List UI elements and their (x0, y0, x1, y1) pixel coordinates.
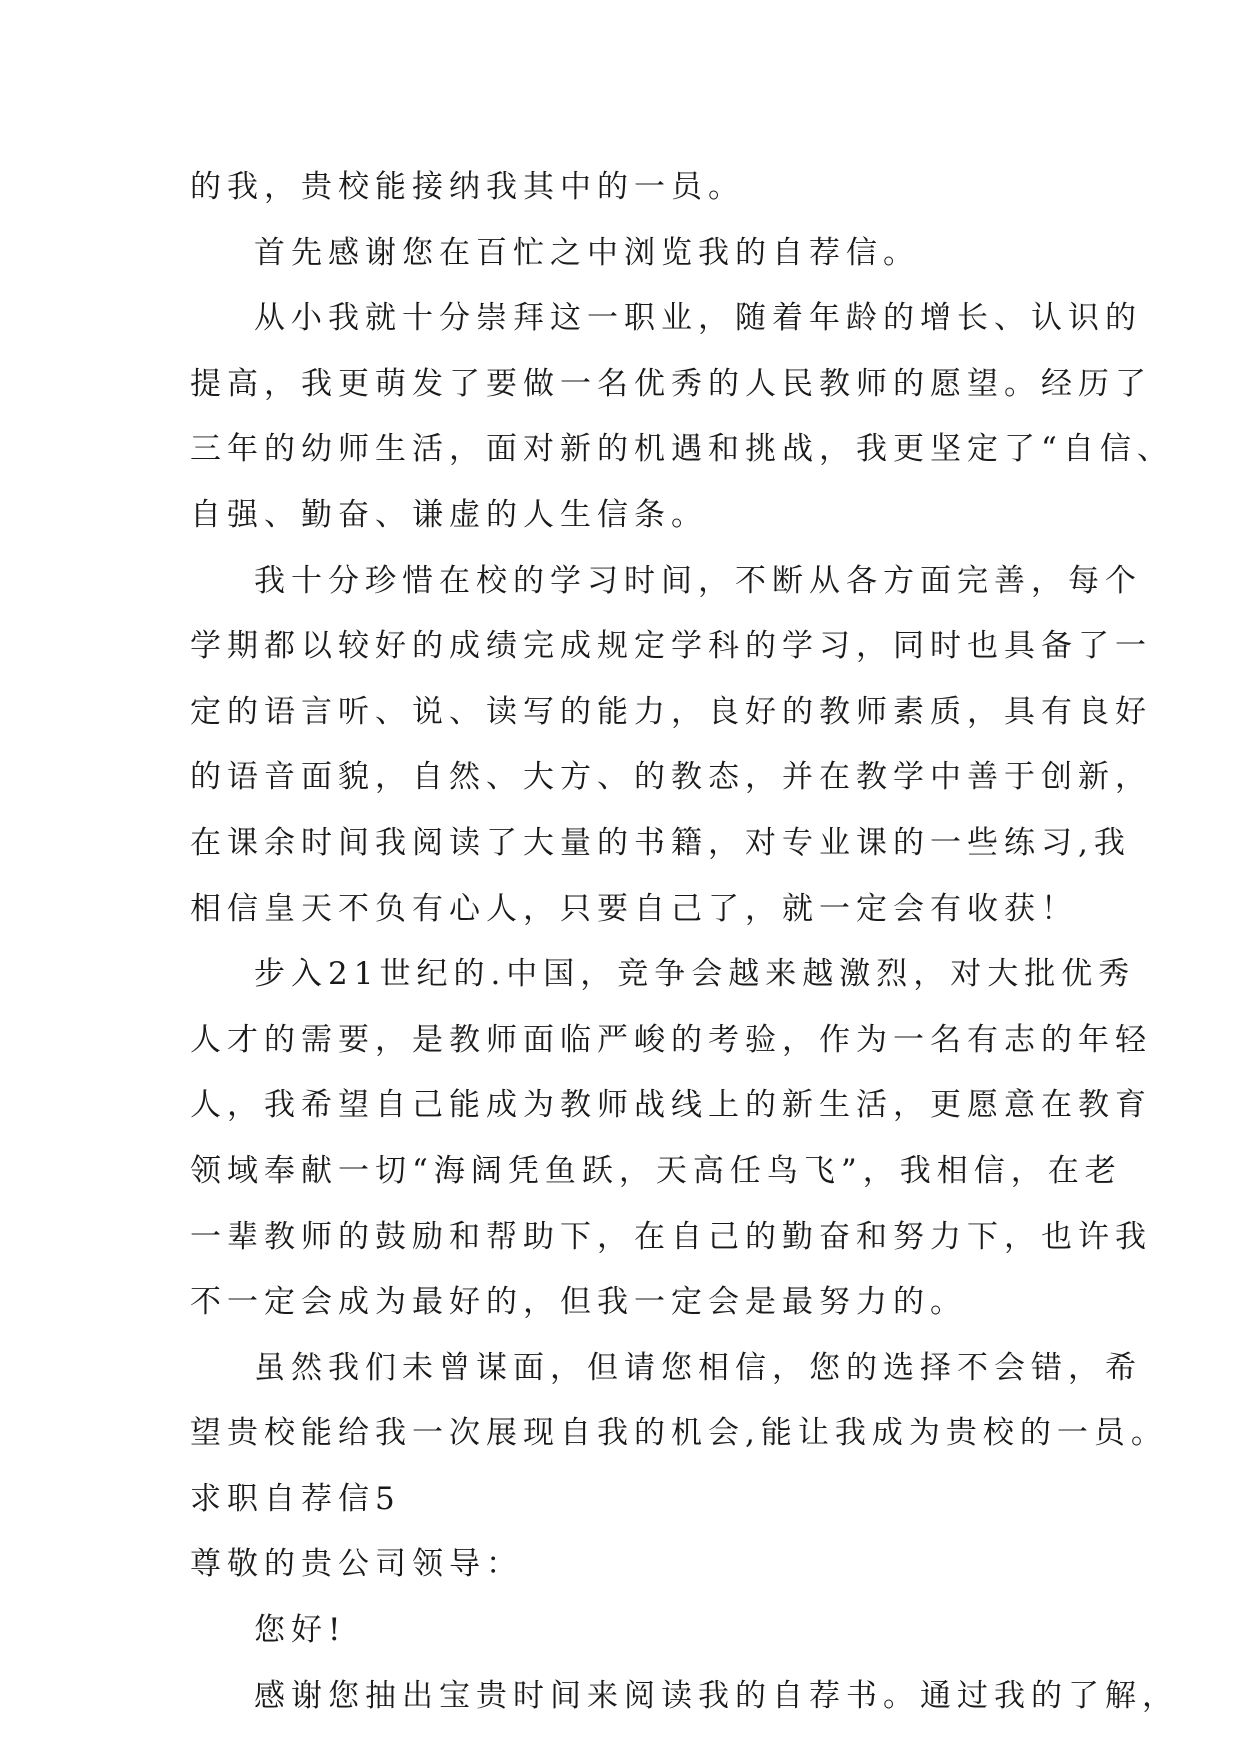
text-line: 不一定会成为最好的，但我一定会是最努力的。 (190, 1284, 967, 1321)
text-line: 望贵校能给我一次展现自我的机会,能让我成为贵校的一员。 (190, 1415, 1168, 1452)
text-line: 在课余时间我阅读了大量的书籍，对专业课的一些练习,我 (190, 824, 1131, 861)
salutation: 尊敬的贵公司领导： (190, 1546, 523, 1583)
text-line: 感谢您抽出宝贵时间来阅读我的自荐书。通过我的了解， (254, 1677, 1179, 1714)
text-line: 人，我希望自己能成为教师战线上的新生活，更愿意在教育 (190, 1087, 1152, 1124)
text-line: 提高，我更萌发了要做一名优秀的人民教师的愿望。经历了 (190, 365, 1152, 402)
text-line: 的语音面貌，自然、大方、的教态，并在教学中善于创新， (190, 759, 1152, 796)
text-line: 我十分珍惜在校的学习时间，不断从各方面完善，每个 (254, 562, 1142, 599)
section-heading: 求职自荐信5 (190, 1480, 401, 1517)
document-page (190, 155, 1179, 1729)
text-line: 定的语言听、说、读写的能力，良好的教师素质，具有良好 (190, 693, 1152, 730)
text-line: 三年的幼师生活，面对新的机遇和挑战，我更坚定了“自信、 (190, 431, 1174, 468)
text-line: 相信皇天不负有心人，只要自己了，就一定会有收获！ (190, 890, 1078, 927)
text-line: 的我，贵校能接纳我其中的一员。 (190, 169, 745, 205)
greeting: 您好! (254, 1612, 347, 1649)
text-line: 步入21世纪的.中国，竞争会越来越激烈，对大批优秀 (254, 956, 1136, 993)
text-line: 从小我就十分崇拜这一职业，随着年龄的增长、认识的 (254, 300, 1142, 337)
text-line: 人才的需要，是教师面临严峻的考验，作为一名有志的年轻 (190, 1021, 1152, 1058)
text-line: 自强、勤奋、谦虚的人生信条。 (190, 496, 708, 533)
text-line: 一辈教师的鼓励和帮助下，在自己的勤奋和努力下，也许我 (190, 1218, 1152, 1255)
text-line: 首先感谢您在百忙之中浏览我的自荐信。 (254, 234, 920, 271)
text-line: 虽然我们未曾谋面，但请您相信，您的选择不会错，希 (254, 1349, 1142, 1386)
text-line: 领域奉献一切“海阔凭鱼跃，天高任鸟飞”，我相信，在老 (190, 1152, 1122, 1189)
text-line: 学期都以较好的成绩完成规定学科的学习，同时也具备了一 (190, 628, 1152, 665)
